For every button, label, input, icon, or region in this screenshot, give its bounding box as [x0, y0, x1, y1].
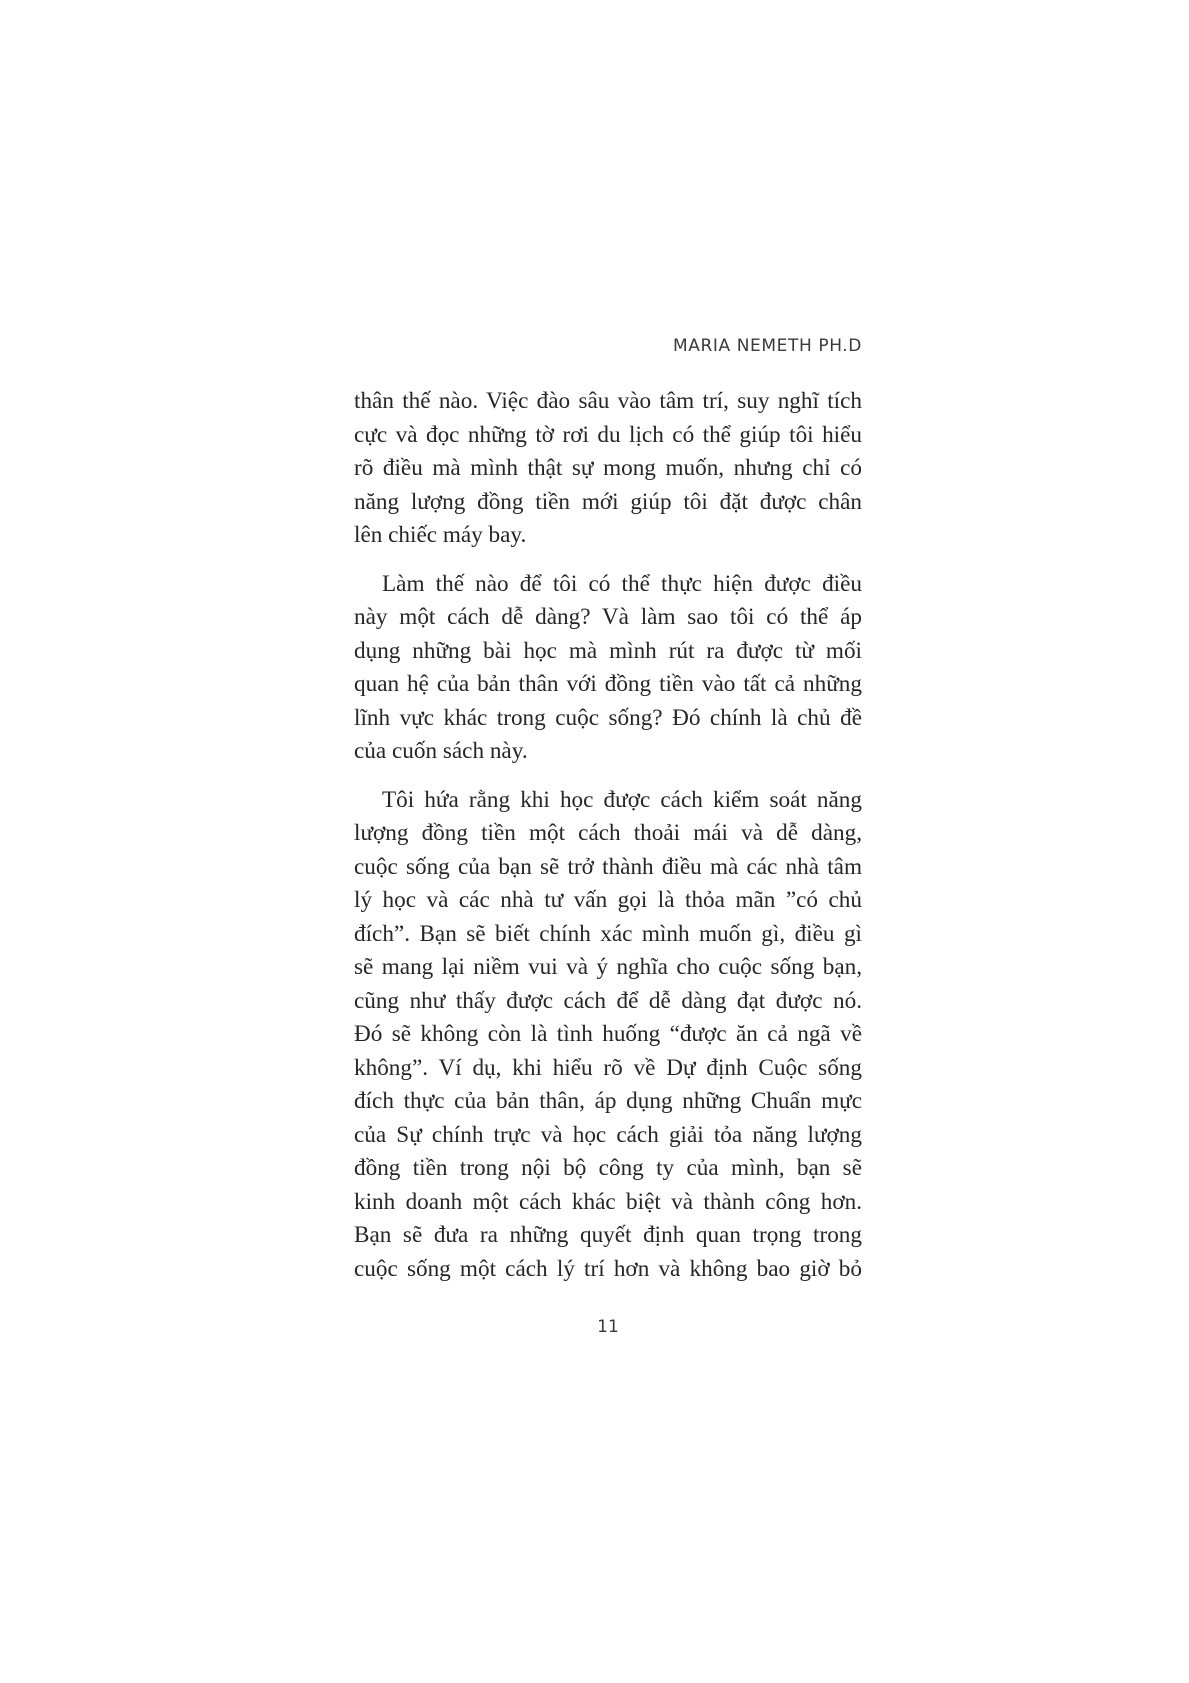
text-line: cũng như thấy được cách để dễ dàng đạt được nó. [354, 987, 862, 1014]
text-line: Làm thế nào để tôi có thể thực hiện được điều [382, 570, 862, 597]
text-line: của cuốn sách này. [354, 738, 528, 764]
text-line: dụng những bài học mà mình rút ra được từ mối [354, 637, 862, 664]
text-line: đích”. Bạn sẽ biết chính xác mình muốn gì, điều gì [354, 920, 862, 947]
paragraph-gap [354, 553, 862, 568]
running-header: MARIA NEMETH PH.D [672, 336, 862, 356]
text-line: sẽ mang lại niềm vui và ý nghĩa cho cuộc sống bạn, [354, 954, 862, 980]
body-text [354, 385, 862, 1286]
text-line: thân thế nào. Việc đào sâu vào tâm trí, suy nghĩ tích [354, 388, 862, 414]
text-line: Đó sẽ không còn là tình huống “được ăn cả ngã về [354, 1021, 862, 1047]
text-line: cực và đọc những tờ rơi du lịch có thể giúp tôi hiểu [354, 421, 862, 448]
text-line: lý học và các nhà tư vấn gọi là thỏa mãn ”có chủ [354, 887, 862, 913]
paragraph-gap [354, 769, 862, 784]
text-line: Bạn sẽ đưa ra những quyết định quan trọng trong [354, 1222, 862, 1248]
text-line: cuộc sống một cách lý trí hơn và không bao giờ bỏ [354, 1255, 862, 1282]
text-line: Tôi hứa rằng khi học được cách kiểm soát năng [382, 786, 862, 813]
text-line: quan hệ của bản thân với đồng tiền vào tất cả những [354, 671, 862, 697]
text-line: lên chiếc máy bay. [354, 522, 527, 548]
text-line: cuộc sống của bạn sẽ trở thành điều mà các nhà tâm [354, 853, 862, 880]
text-line: lĩnh vực khác trong cuộc sống? Đó chính là chủ đề [354, 704, 862, 731]
text-line: năng lượng đồng tiền mới giúp tôi đặt được chân [354, 488, 862, 515]
text-line: đích thực của bản thân, áp dụng những Chuẩn mực [354, 1088, 862, 1114]
text-line: rõ điều mà mình thật sự mong muốn, nhưng chỉ có [354, 455, 862, 481]
text-line: đồng tiền trong nội bộ công ty của mình, bạn sẽ [354, 1155, 862, 1181]
text-line: lượng đồng tiền một cách thoải mái và dễ dàng, [354, 820, 862, 846]
page-number: 11 [597, 1317, 619, 1337]
text-line: không”. Ví dụ, khi hiểu rõ về Dự định Cuộc sống [354, 1054, 862, 1081]
paragraph-1 [354, 385, 862, 553]
paragraph-3 [354, 784, 862, 1287]
text-line: này một cách dễ dàng? Và làm sao tôi có thể áp [354, 604, 862, 630]
text-line: của Sự chính trực và học cách giải tỏa năng lượng [354, 1121, 862, 1148]
paragraph-2 [354, 568, 862, 769]
text-line: kinh doanh một cách khác biệt và thành công hơn. [354, 1188, 862, 1215]
